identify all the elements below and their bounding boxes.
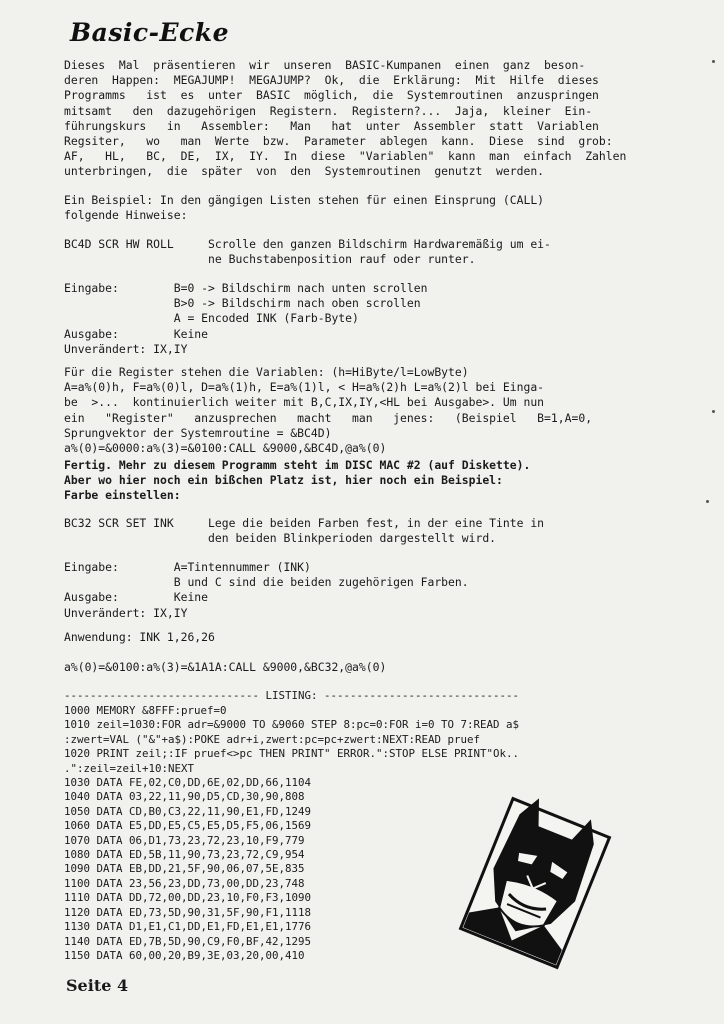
page-title: Basic-Ecke (70, 18, 230, 47)
listing-line: 1150 DATA 60,00,20,B9,3E,03,20,00,410 (64, 948, 305, 962)
listing-line: 1020 PRINT zeil;:IF pruef<>pc THEN PRINT" ERROR.":STOP ELSE PRINT"Ok.. (64, 747, 520, 761)
paper-speck (712, 410, 715, 413)
paper-speck (706, 500, 709, 503)
listing-line: 1110 DATA DD,72,00,DD,23,10,F0,F3,1090 (64, 891, 312, 905)
intro-paragraph: Dieses Mal präsentieren wir unseren BASIC-Kumpanen einen ganz beson- deren Happen: MEGAJUMP! MEGAJUMP? Ok, die Erklärung: Mit Hilfe dieses Programms ist es unter BASIC möglich, die Systemroutinen anzuspringen mitsamt den dazugehörigen Registern. Registern?... Jaja, kleiner Ein- führungskurs in Assembler: Man hat unter Assembler statt Variablen Regsiter, wo man Werte bzw. Parameter ablegen kann. Diese sind grob: AF, HL, BC, DE, IX, IY. In diese "Variablen" kann man einfach Zahlen unterbringen, die später von den Systemroutinen genutzt werden. (64, 58, 627, 179)
listing-line: 1080 DATA ED,5B,11,90,73,23,72,C9,954 (64, 848, 305, 862)
page-number: Seite 4 (66, 976, 129, 995)
listing-line: 1130 DATA D1,E1,C1,DD,E1,FD,E1,E1,1776 (64, 920, 312, 934)
application-line: Anwendung: INK 1,26,26 (64, 630, 215, 644)
more-info-paragraph: Fertig. Mehr zu diesem Programm steht im DISC MAC #2 (auf Diskette). Aber wo hier noch ein bißchen Platz ist, hier noch ein Beispiel: Farbe einstellen: (64, 458, 531, 503)
routine-bc32-header: BC32 SCR SET INK Lege die beiden Farben fest, in der eine Tinte in den beiden Blinkperioden dargestellt wird. (64, 516, 545, 546)
listing-line: 1060 DATA E5,DD,E5,C5,E5,D5,F5,06,1569 (64, 819, 312, 833)
listing-rule: ------------------------------ LISTING: ------------------------------ (64, 689, 520, 702)
routine-bc4d-params: Eingabe: B=0 -> Bildschirm nach unten scrollen B>0 -> Bildschirm nach oben scrollen A = Encoded INK (Farb-Byte) Ausgabe: Keine Unverändert: IX,IY (64, 281, 428, 356)
listing-line: 1010 zeil=1030:FOR adr=&9000 TO &9060 STEP 8:pc=0:FOR i=0 TO 7:READ a$ (64, 718, 520, 732)
listing-line: .":zeil=zeil+10:NEXT (64, 761, 195, 775)
listing-line: 1040 DATA 03,22,11,90,D5,CD,30,90,808 (64, 790, 305, 804)
listing-line: 1000 MEMORY &8FFF:pruef=0 (64, 704, 227, 717)
listing-line: :zwert=VAL ("&"+a$):POKE adr+i,zwert:pc=pc+zwert:NEXT:READ pruef (64, 732, 481, 746)
listing-line: 1050 DATA CD,B0,C3,22,11,90,E1,FD,1249 (64, 804, 312, 818)
listing-line: 1030 DATA FE,02,C0,DD,6E,02,DD,66,1104 (64, 776, 312, 790)
listing-line: 1100 DATA 23,56,23,DD,73,00,DD,23,748 (64, 876, 305, 890)
paper-speck (712, 60, 715, 63)
listing-line: 1090 DATA EB,DD,21,5F,90,06,07,5E,835 (64, 862, 305, 876)
listing-line: 1120 DATA ED,73,5D,90,31,5F,90,F1,1118 (64, 905, 312, 919)
routine-bc4d-header: BC4D SCR HW ROLL Scrolle den ganzen Bildschirm Hardwaremäßig um ei- ne Buchstabenposition rauf oder runter. (64, 237, 551, 267)
register-explanation: Für die Register stehen die Variablen: (h=HiByte/l=LowByte) A=a%(0)h, F=a%(0)l, D=a%(1)h, E=a%(1)l, < H=a%(2)h L=a%(2)l bei Einga- be >... kontinuierlich weiter mit B,C,IX,IY,<HL bei Ausgabe>. Um nun ein "Register" anzusprechen macht man jenes: (Beispiel B=1,A=0, Sprungvektor der Systemroutine = &BC4D) a%(0)=&0000:a%(3)=&0100:CALL &9000,&BC4D,@a%(0) (64, 365, 593, 456)
listing-line: 1140 DATA ED,7B,5D,90,C9,F0,BF,42,1295 (64, 934, 312, 948)
listing-line: 1070 DATA 06,D1,73,23,72,23,10,F9,779 (64, 833, 305, 847)
example-intro: Ein Beispiel: In den gängigen Listen stehen für einen Einsprung (CALL) folgende Hinweise: (64, 193, 545, 223)
application-call: a%(0)=&0100:a%(3)=&1A1A:CALL &9000,&BC32,@a%(0) (64, 660, 387, 674)
routine-bc32-params: Eingabe: A=Tintennummer (INK) B und C sind die beiden zugehörigen Farben. Ausgabe: Keine Unverändert: IX,IY (64, 560, 469, 620)
batman-illustration (455, 795, 615, 970)
